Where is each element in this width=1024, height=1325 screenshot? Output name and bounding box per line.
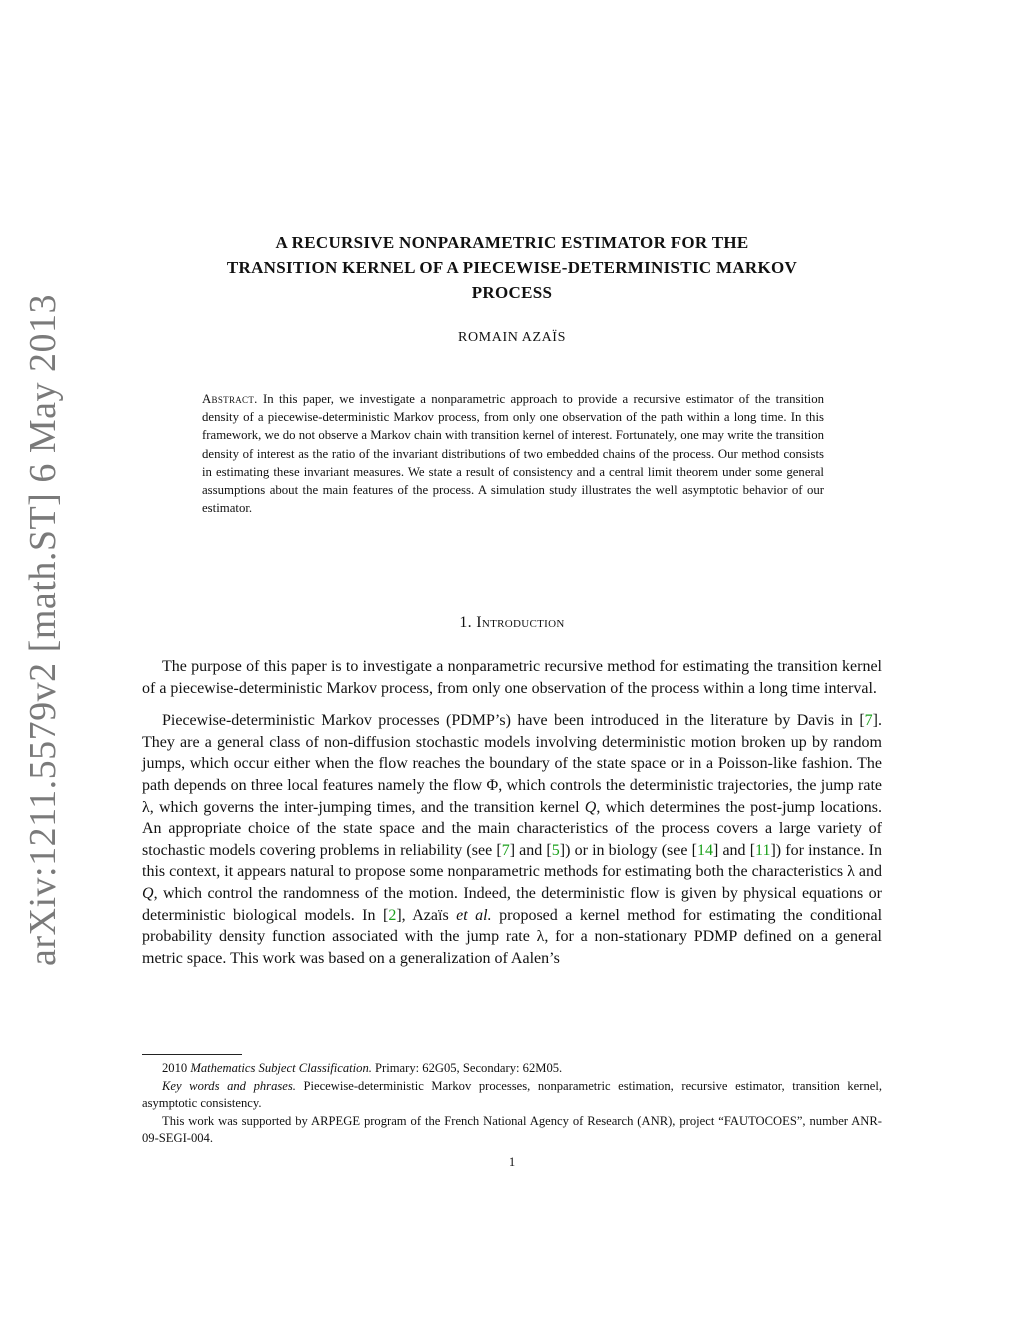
arxiv-identifier: arXiv:1211.5579v2 [math.ST] 6 May 2013	[22, 294, 64, 966]
paper-title	[140, 230, 884, 305]
text-run: ]. They are a general class of non-diffusion stochastic models involving deterministic motion broken up by random jumps, which occur either when the flow reaches the boundary of the state space or in a Poisson-like fashion. The path depends on three local features namely the flow Φ, which controls the deterministic trajectories, the jump rate λ, which governs the inter-jumping times, and the transition kernel	[142, 712, 882, 816]
footnote-keywords	[142, 1078, 882, 1112]
author-name: ROMAIN AZAÏS	[458, 330, 566, 345]
citation-link[interactable]: 5	[551, 841, 560, 859]
text-run: ], Azaïs	[396, 906, 457, 924]
citation-link[interactable]: 11	[755, 841, 771, 859]
text-run: , which control the randomness of the motion. Indeed, the deterministic flow is given by physical equations or deterministic biological models. In [	[142, 884, 882, 924]
title-line: PROCESS	[471, 283, 553, 302]
text-run: proposed a kernel method for estimating the conditional probability density function associated with the jump rate λ, for a non-stationary PDMP defined on a general metric space. This work was based on a generalization of Aalen’s	[142, 906, 883, 967]
paragraph: The purpose of this paper is to investigate a nonparametric recursive method for estimating the transition kernel of a piecewise-deterministic Markov process, from only one observation of the process within a long time interval.	[142, 658, 882, 697]
math-symbol: Q	[584, 798, 597, 816]
title-line: TRANSITION KERNEL OF A PIECEWISE-DETERMINISTIC MARKOV	[226, 258, 798, 277]
paragraph	[142, 710, 882, 969]
text-run: ] and [	[712, 841, 756, 859]
abstract-label: Abstract.	[202, 392, 258, 406]
text-run: ] and [	[509, 841, 552, 859]
page-number: 1	[508, 1155, 516, 1169]
msc-label: Mathematics Subject Classification.	[190, 1061, 372, 1075]
keywords-label: Key words and phrases.	[162, 1079, 296, 1093]
math-symbol: Q	[142, 884, 154, 902]
msc-year: 2010	[162, 1061, 188, 1075]
citation-link[interactable]: 7	[864, 712, 873, 730]
msc-text: Primary: 62G05, Secondary: 62M05.	[375, 1061, 563, 1075]
title-line: A RECURSIVE NONPARAMETRIC ESTIMATOR FOR THE	[275, 233, 749, 252]
text-run: Piecewise-deterministic Markov processes (PDMP’s) have been introduced in the literature by Davis in [	[162, 712, 865, 730]
citation-link[interactable]: 14	[696, 841, 713, 859]
text-run: , which determines the post-jump locations. An appropriate choice of the state space and the main characteristics of the process covers a large variety of stochastic models covering problems in reliability (see [	[142, 798, 883, 859]
section-heading	[140, 614, 884, 632]
keywords-text: Piecewise-deterministic Markov processes, nonparametric estimation, recursive estimator, transition kernel, asymptotic consistency.	[142, 1079, 882, 1110]
body-text	[142, 656, 882, 980]
text-run: ]) or in biology (see [	[559, 841, 697, 859]
text-run: ]) for instance. In this context, it appears natural to propose some nonparametric methods for estimating both the characteristics λ and	[142, 841, 882, 881]
footnotes	[142, 1060, 882, 1148]
section-title: Introduction	[476, 614, 565, 631]
citation-link[interactable]: 2	[388, 906, 397, 924]
footnote-msc	[142, 1060, 882, 1077]
abstract-text: In this paper, we investigate a nonparametric approach to provide a recursive estimator of the transition density of a piecewise-deterministic Markov process, from only one observation of the path within a long time. In this framework, we do not observe a Markov chain with transition kernel of interest. Fortunately, one may write the transition density of interest as the ratio of the invariant distributions of two embedded chains of the process. Our method consists in estimating these invariant measures. We state a result of consistency and a central limit theorem under some general assumptions about the main features of the process. A simulation study illustrates the well asymptotic behavior of our estimator.	[202, 392, 824, 516]
arxiv-sidebar-stamp	[15, 294, 71, 966]
citation-link[interactable]: 7	[501, 841, 510, 859]
section-number: 1.	[459, 614, 472, 631]
footnote-rule	[142, 1054, 242, 1055]
footnote-support: This work was supported by ARPEGE program of the French National Agency of Research (ANR), project “FAUTOCOES”, number ANR-09-SEGI-004.	[142, 1114, 882, 1145]
et-al: et al.	[456, 906, 492, 924]
abstract	[202, 390, 824, 517]
